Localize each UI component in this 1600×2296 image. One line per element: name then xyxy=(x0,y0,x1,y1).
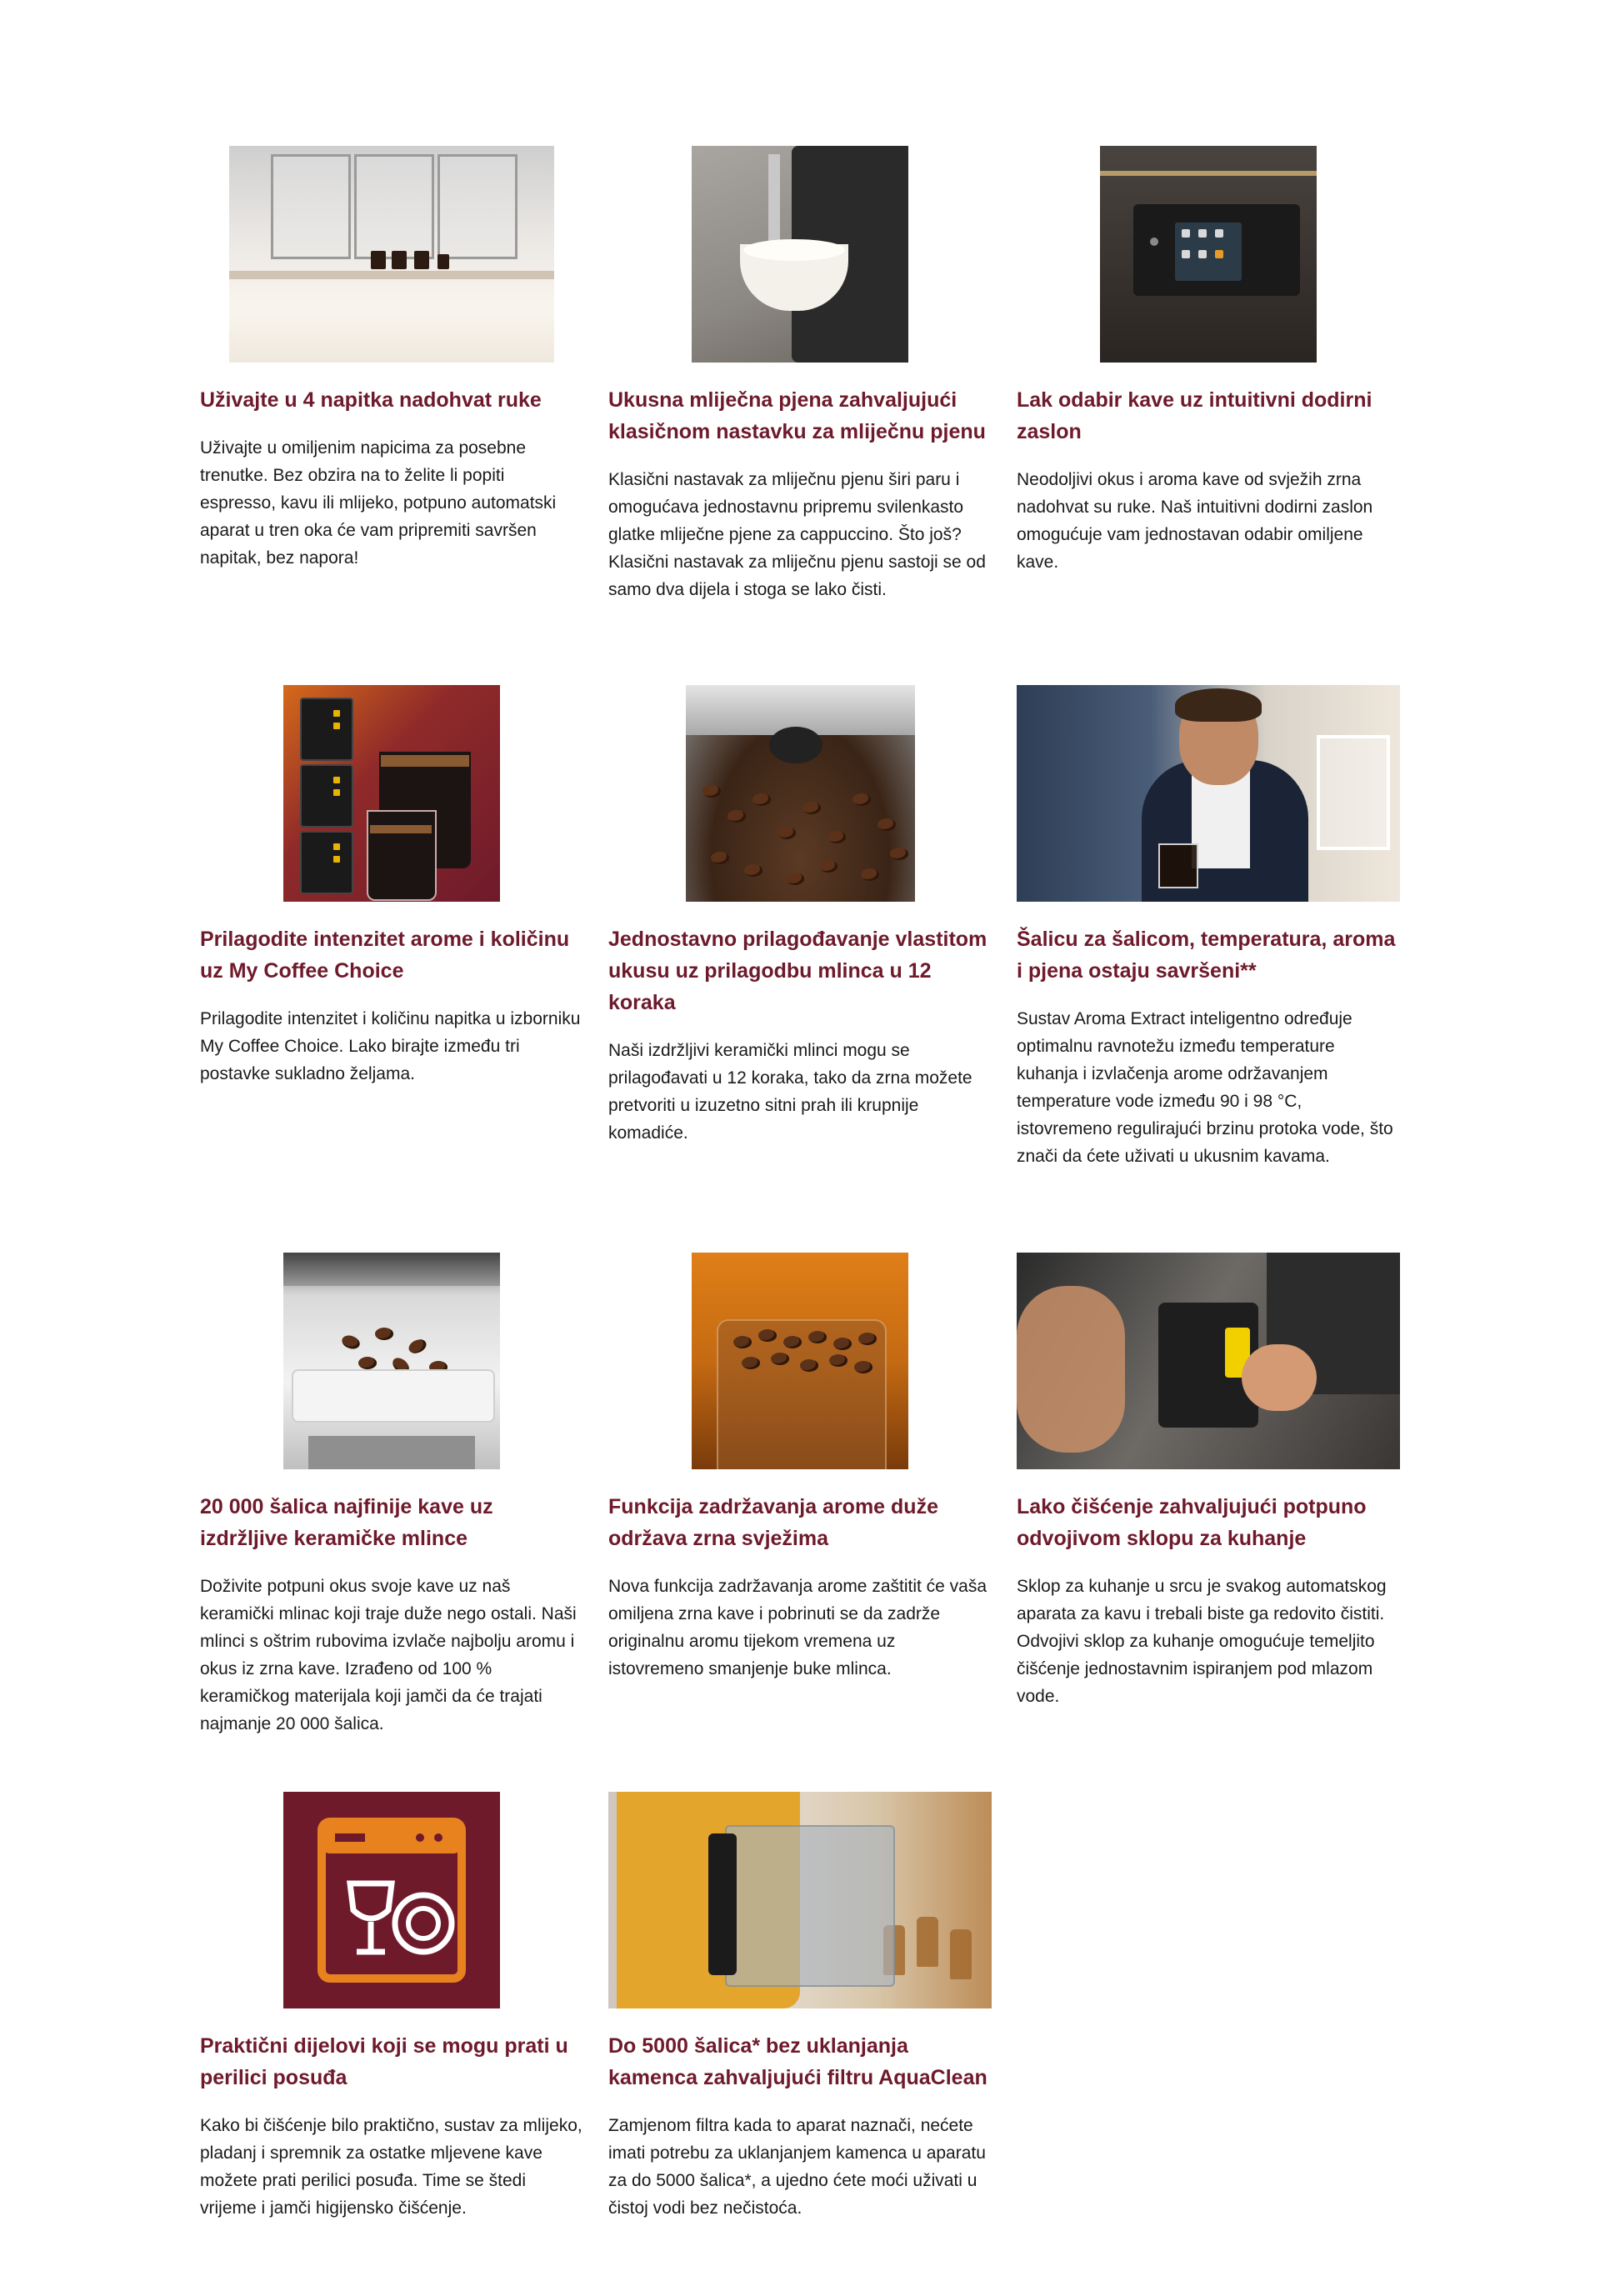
coffee-bean xyxy=(702,785,721,798)
beans-in-jar-image xyxy=(692,1253,908,1469)
level-dot xyxy=(333,723,340,729)
feature-card-dishwasher-safe xyxy=(200,1792,583,2222)
drink-icon xyxy=(1198,250,1207,258)
feature-title: Funkcija zadržavanja arome duže održava zrna svježima xyxy=(608,1495,938,1550)
touch-display-image xyxy=(1100,146,1317,363)
coffee-crema xyxy=(381,755,469,767)
feature-image-box xyxy=(200,685,583,902)
cups-by-window-image xyxy=(229,146,554,363)
coffee-bean xyxy=(878,818,896,831)
setting-panel xyxy=(300,698,353,761)
level-dot xyxy=(333,789,340,796)
feature-image-box xyxy=(1017,685,1400,902)
person-hair xyxy=(1175,688,1262,722)
drink-icon xyxy=(1182,229,1190,238)
coffee-bean xyxy=(783,1336,802,1348)
glass-cup xyxy=(367,810,437,901)
feature-card-my-coffee-choice xyxy=(200,685,583,1088)
person-arm xyxy=(1017,1286,1125,1453)
feature-card-aroma-seal xyxy=(608,1253,992,1683)
coffee-bean xyxy=(375,1328,393,1340)
feature-image-box xyxy=(200,146,583,363)
feature-title: 20 000 šalica najfinije kave uz izdržljive keramičke mlince xyxy=(200,1495,493,1550)
feature-title: Jednostavno prilagođavanje vlastitom ukusu uz prilagodbu mlinca u 12 koraka xyxy=(608,928,988,1014)
coffee-bean xyxy=(819,860,838,873)
coffee-bean xyxy=(854,1361,872,1373)
brew-group-image xyxy=(1017,1253,1400,1469)
coffee-cup xyxy=(438,254,449,269)
setting-panel xyxy=(300,764,353,828)
level-dot xyxy=(333,843,340,850)
feature-card-aroma-extract xyxy=(1017,685,1400,1170)
drink-icon xyxy=(1215,229,1223,238)
coffee-bean xyxy=(742,1357,760,1369)
feature-card-milk-froth xyxy=(608,146,992,603)
feature-title: Uživajte u 4 napitka nadohvat ruke xyxy=(200,388,542,412)
feature-image-box xyxy=(1017,1253,1400,1469)
window-pane xyxy=(271,154,351,259)
coffee-bean xyxy=(861,868,879,881)
power-icon xyxy=(1150,238,1158,246)
gold-trim xyxy=(1100,171,1317,176)
feature-title: Lak odabir kave uz intuitivni dodirni zaslon xyxy=(1017,388,1372,443)
coffee-bean xyxy=(340,1333,362,1352)
feature-image-box xyxy=(608,146,992,363)
feature-title: Prilagodite intenzitet arome i količinu uz My Coffee Choice xyxy=(200,928,570,983)
ceramic-grinder-image xyxy=(283,1253,500,1469)
feature-description: Doživite potpuni okus svoje kave uz naš keramički mlinac koji traje duže nego ostali. Naši mlinci s oštrim rubovima izvlače najbolju aromu i okus iz zrna kave. Izrađeno od 100 % keramičkog materijala koji jamči da će trajati najmanje 20 000 šalica. xyxy=(200,1577,577,1733)
level-dot xyxy=(333,710,340,717)
milk-frother-image xyxy=(692,146,908,363)
feature-card-aquaclean xyxy=(608,1792,992,2222)
coffee-bean xyxy=(833,1338,852,1350)
coffee-bean xyxy=(808,1331,827,1343)
feature-description: Kako bi čišćenje bilo praktično, sustav za mlijeko, pladanj i spremnik za ostatke mljevene kave možete prati perilici posuđa. Time se štedi vrijeme i jamči higijensko čišćenje. xyxy=(200,2116,582,2218)
drink-icon xyxy=(1182,250,1190,258)
feature-title: Do 5000 šalica* bez uklanjanja kamenca zahvaljujući filtru AquaClean xyxy=(608,2034,988,2089)
aquaclean-tank-image xyxy=(608,1792,992,2008)
dishwasher-icon xyxy=(317,1817,467,1983)
coffee-bean xyxy=(786,873,804,885)
feature-title: Praktični dijelovi koji se mogu prati u perilici posuđa xyxy=(200,2034,568,2089)
grinder-top xyxy=(283,1253,500,1286)
feature-description: Zamjenom filtra kada to aparat naznači, nećete imati potrebu za uklanjanjem kamenca u aparatu za do 5000 šalica*, a ujedno ćete moći uživati u čistoj vodi bez nečistoća. xyxy=(608,2116,986,2218)
feature-description: Prilagodite intenzitet i količinu napitka u izborniku My Coffee Choice. Lako birajte između tri postavke sukladno željama. xyxy=(200,1009,581,1083)
coffee-bean xyxy=(771,1353,789,1365)
tank-handle xyxy=(708,1833,737,1975)
coffee-bean xyxy=(829,1354,848,1367)
level-dot xyxy=(333,777,340,783)
feature-card-brew-group xyxy=(1017,1253,1400,1710)
background-bottle xyxy=(917,1917,938,1967)
coffee-bean xyxy=(852,793,871,806)
coffee-bean xyxy=(358,1357,377,1369)
feature-description: Klasični nastavak za mliječnu pjenu širi paru i omogućava jednostavnu pripremu svilenkasto glatke mliječne pjene za cappuccino. Što još? Klasični nastavak za mliječnu pjenu sastoji se od samo dva dijela i stoga se lako čisti. xyxy=(608,470,986,599)
coffee-cup xyxy=(392,251,407,269)
feature-image-box xyxy=(608,1792,992,2008)
ceramic-burr xyxy=(292,1369,495,1423)
feature-image-box xyxy=(1017,146,1400,363)
person-hand xyxy=(1242,1344,1317,1411)
coffee-bean xyxy=(828,831,846,843)
coffee-bean xyxy=(858,1333,877,1345)
feature-card-4-drinks xyxy=(200,146,583,572)
water-tank xyxy=(725,1825,895,1987)
coffee-bean xyxy=(744,864,762,877)
dishwasher-icon-tile xyxy=(283,1792,500,2008)
feature-card-touch-display xyxy=(1017,146,1400,576)
coffee-bean xyxy=(733,1336,752,1348)
man-with-coffee-image xyxy=(1017,685,1400,902)
feature-description: Neodoljivi okus i aroma kave od svježih zrna nadohvat su ruke. Naš intuitivni dodirni zaslon omogućuje vam jednostavan odabir omiljene kave. xyxy=(1017,470,1373,572)
feature-image-box xyxy=(608,685,992,902)
coffee-bean xyxy=(758,1329,777,1342)
my-coffee-choice-image xyxy=(283,685,500,902)
feature-card-ceramic-grinder xyxy=(200,1253,583,1738)
feature-title: Ukusna mliječna pjena zahvaljujući klasičnom nastavku za mliječnu pjenu xyxy=(608,388,986,443)
feature-description: Sustav Aroma Extract inteligentno određuje optimalnu ravnotežu između temperature kuhanja i izvlačenja arome održavanjem temperature vode između 90 i 98 °C, istovremeno regulirajući brzinu protoka vode, što znači da ćete uživati u ukusnim kavama. xyxy=(1017,1009,1393,1166)
coffee-cup xyxy=(414,251,429,269)
window-pane xyxy=(438,154,518,259)
coffee-bean xyxy=(728,810,746,823)
feature-description: Nova funkcija zadržavanja arome zaštitit će vaša omiljena zrna kave i pobrinuti se da zadrže originalnu aromu tijekom vremena uz istovremeno smanjenje buke mlinca. xyxy=(608,1577,988,1678)
counter-top xyxy=(229,271,554,279)
feature-description: Sklop za kuhanje u srcu je svakog automatskog aparata za kavu i trebali biste ga redovito čistiti. Odvojivi sklop za kuhanje omogućuje temeljito čišćenje jednostavnim ispiranjem pod mlazom vode. xyxy=(1017,1577,1387,1706)
feature-image-box xyxy=(200,1792,583,2008)
setting-panel xyxy=(300,831,353,894)
feature-description: Uživajte u omiljenim napicima za posebne trenutke. Bez obzira na to želite li popiti espresso, kavu ili mlijeko, potpuno automatski aparat u tren oka će vam pripremiti savršen napitak, bez napora! xyxy=(200,438,557,568)
feature-title: Šalicu za šalicom, temperatura, aroma i pjena ostaju savršeni** xyxy=(1017,928,1396,983)
milk-nozzle xyxy=(768,154,780,246)
level-dot xyxy=(333,856,340,863)
feature-image-box xyxy=(608,1253,992,1469)
grinder-base xyxy=(308,1436,475,1469)
milk-foam xyxy=(743,239,845,261)
coffee-cup xyxy=(371,251,386,269)
feature-description: Naši izdržljivi keramički mlinci mogu se prilagođavati u 12 koraka, tako da zrna možete pretvoriti u izuzetno sitni prah ili krupnije komadiće. xyxy=(608,1041,972,1143)
feature-card-grinder-settings xyxy=(608,685,992,1147)
coffee-bean xyxy=(800,1359,818,1372)
coffee-bean xyxy=(752,793,771,806)
feature-title: Lako čišćenje zahvaljujući potpuno odvojivom sklopu za kuhanje xyxy=(1017,1495,1367,1550)
background-window xyxy=(1317,735,1390,850)
coffee-bean xyxy=(890,848,908,860)
coffee-crema xyxy=(370,825,432,833)
feature-image-box xyxy=(200,1253,583,1469)
grinder-knob xyxy=(769,727,822,763)
background-bottle xyxy=(950,1929,972,1979)
coffee-bean xyxy=(711,852,729,864)
coffee-bean xyxy=(778,827,796,839)
wine-glass-icon xyxy=(350,1883,392,1952)
window-pane xyxy=(354,154,434,259)
drink-icon xyxy=(1215,250,1223,258)
bean-hopper-image xyxy=(686,685,915,902)
drink-icon xyxy=(1198,229,1207,238)
plate-icon xyxy=(395,1895,452,1952)
coffee-bean xyxy=(407,1337,428,1356)
coffee-bean xyxy=(802,802,821,814)
coffee-glass xyxy=(1158,843,1198,888)
